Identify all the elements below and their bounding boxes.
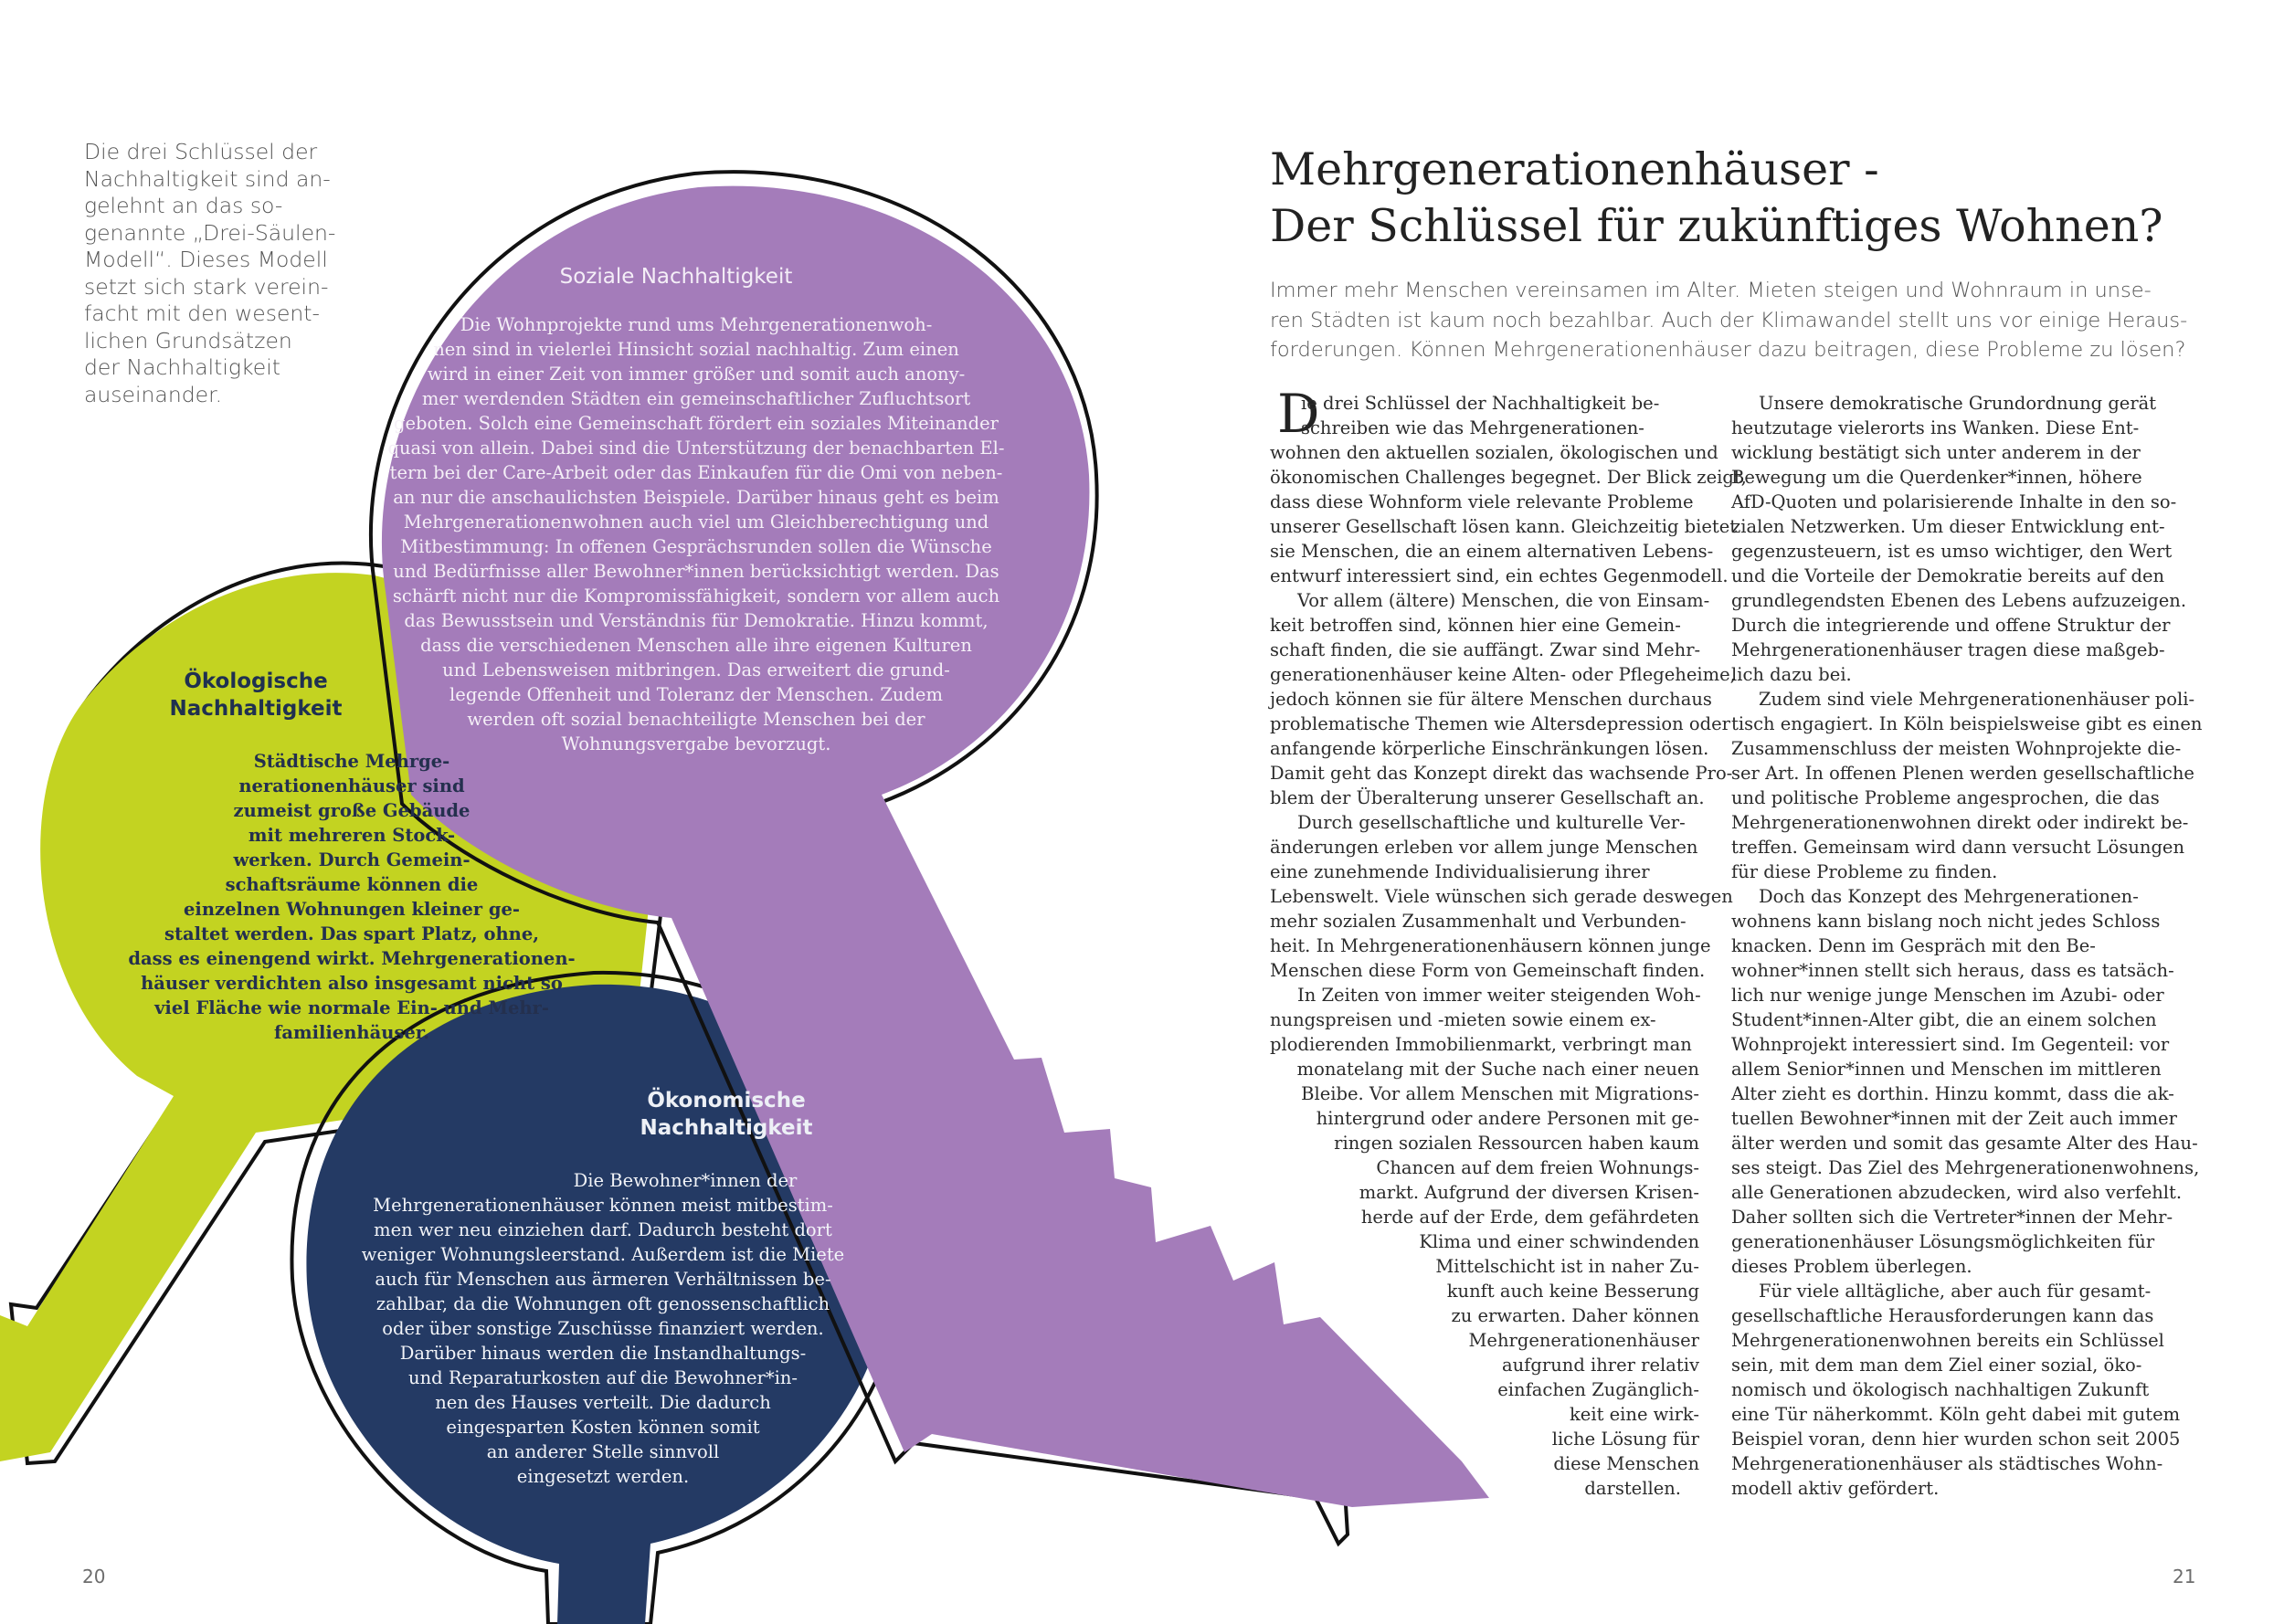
body-line: schreiben wie das Mehrgenerationen- bbox=[1301, 417, 1644, 438]
body-line: unserer Gesellschaft lösen kann. Gleichzeitig bietet bbox=[1270, 516, 1738, 537]
social-key-line: schärft nicht nur die Kompromissfähigkeit, sondern vor allem auch bbox=[392, 585, 1000, 606]
body-line: Durch gesellschaftliche und kulturelle Ver- bbox=[1297, 812, 1686, 833]
social-key-line: Mehrgenerationenwohnen auch viel um Gleichberechtigung und bbox=[403, 511, 989, 533]
social-key-title bbox=[457, 263, 895, 290]
ecology-key-title bbox=[110, 668, 402, 722]
economy-key-line: weniger Wohnungsleerstand. Außerdem ist die Miete bbox=[361, 1244, 845, 1265]
body-line: schaft finden, die sie auffängt. Zwar sind Mehr- bbox=[1270, 639, 1701, 660]
body-line: ökonomischen Challenges begegnet. Der Blick zeigt, bbox=[1270, 467, 1747, 488]
body-line: eine zunehmende Individualisierung ihrer bbox=[1270, 861, 1650, 882]
sidenote-line: Modell“. Dieses Modell bbox=[84, 247, 328, 272]
body-line: gegenzusteuern, ist es umso wichtiger, den Wert bbox=[1731, 541, 2173, 562]
body-line: sein, mit dem man dem Ziel einer sozial, öko- bbox=[1731, 1355, 2142, 1376]
social-key-line: und Bedürfnisse aller Bewohner*innen berücksichtigt werden. Das bbox=[393, 561, 999, 582]
ecology-key-line: dass es einengend wirkt. Mehrgenerationen- bbox=[128, 948, 576, 969]
body-line: lich dazu bei. bbox=[1731, 664, 1852, 685]
social-key-line: an nur die anschaulichsten Beispiele. Darüber hinaus geht es beim bbox=[393, 487, 999, 508]
body-line: zu erwarten. Daher können bbox=[1451, 1305, 1699, 1326]
body-line: tisch engagiert. In Köln beispielsweise gibt es einen bbox=[1731, 713, 2203, 734]
sidenote-line: Die drei Schlüssel der bbox=[84, 139, 318, 164]
body-line: wohnen den aktuellen sozialen, ökologischen und bbox=[1270, 442, 1718, 463]
headline-line: Der Schlüssel für zukünftiges Wohnen? bbox=[1270, 200, 2163, 252]
ecology-key-line: schaftsräume können die bbox=[225, 874, 479, 895]
sidenote-line: der Nachhaltigkeit bbox=[84, 354, 280, 380]
body-line: ses steigt. Das Ziel des Mehrgenerationenwohnens, bbox=[1731, 1157, 2200, 1178]
body-line: Klima und einer schwindenden bbox=[1419, 1231, 1699, 1252]
body-line: Doch das Konzept des Mehrgenerationen- bbox=[1759, 886, 2139, 907]
body-line: generationenhäuser keine Alten- oder Pflegeheime, bbox=[1270, 664, 1736, 685]
body-line: nungspreisen und -mieten sowie einem ex- bbox=[1270, 1009, 1656, 1030]
social-key-line: Wohnungsvergabe bevorzugt. bbox=[561, 733, 831, 754]
sidenote bbox=[84, 139, 358, 408]
ecology-key-line: mit mehreren Stock- bbox=[248, 825, 456, 846]
body-line: Mehrgenerationenhäuser tragen diese maßgeb- bbox=[1731, 639, 2165, 660]
social-key-line: werden oft sozial benachteiligte Menschen bei der bbox=[467, 709, 925, 730]
body-line: treffen. Gemeinsam wird dann versucht Lösungen bbox=[1731, 837, 2185, 858]
body-line: Mehrgenerationenwohnen bereits ein Schlüssel bbox=[1731, 1330, 2164, 1351]
economy-key-line: und Reparaturkosten auf die Bewohner*in- bbox=[408, 1367, 798, 1388]
body-line: Mehrgenerationenhäuser als städtisches Wohn- bbox=[1731, 1453, 2163, 1474]
economy-key-title bbox=[566, 1087, 886, 1142]
social-key-line: Mitbestimmung: In offenen Gesprächsrunden sollen die Wünsche bbox=[400, 536, 992, 557]
body-line: kunft auch keine Besserung bbox=[1446, 1281, 1699, 1302]
body-line: Bewegung um die Querdenker*innen, höhere bbox=[1731, 467, 2142, 488]
body-line: blem der Überalterung unserer Gesellschaft an. bbox=[1270, 787, 1705, 808]
body-line: jedoch können sie für ältere Menschen durchaus bbox=[1270, 689, 1712, 710]
body-line: tuellen Bewohner*innen mit der Zeit auch immer bbox=[1731, 1108, 2177, 1129]
body-line: monatelang mit der Suche nach einer neuen bbox=[1296, 1059, 1699, 1080]
body-line: ser Art. In offenen Plenen werden gesellschaftliche bbox=[1731, 763, 2194, 784]
body-line: Mehrgenerationenhäuser bbox=[1468, 1330, 1699, 1351]
ecology-key-line: zumeist große Gebäude bbox=[233, 800, 471, 821]
body-line: heutzutage vielerorts ins Wanken. Diese Ent- bbox=[1731, 417, 2140, 438]
article-lead bbox=[1270, 276, 2238, 365]
body-line: lich nur wenige junge Menschen im Azubi- oder bbox=[1731, 985, 2164, 1006]
body-line: grundlegendsten Ebenen des Lebens aufzuzeigen. bbox=[1731, 590, 2187, 611]
body-line: plodierenden Immobilienmarkt, verbringt man bbox=[1270, 1034, 1692, 1055]
sidenote-line: gelehnt an das so- bbox=[84, 193, 283, 218]
body-line: herde auf der Erde, dem gefährdeten bbox=[1360, 1207, 1699, 1228]
body-line: modell aktiv gefördert. bbox=[1731, 1478, 1940, 1499]
body-line: mehr sozialen Zusammenhalt und Verbunden- bbox=[1270, 911, 1687, 932]
page-number-right: 21 bbox=[2173, 1566, 2196, 1587]
ecology-key-line: werken. Durch Gemein- bbox=[233, 849, 471, 870]
economy-key-line: men wer neu einziehen darf. Dadurch besteht dort bbox=[374, 1219, 832, 1240]
body-line: keit betroffen sind, können hier eine Gemein- bbox=[1270, 615, 1681, 636]
article-column-left bbox=[1270, 391, 1747, 1501]
body-line: Daher sollten sich die Vertreter*innen der Mehr- bbox=[1731, 1207, 2173, 1228]
economy-key-line: oder über sonstige Zuschüsse finanziert werden. bbox=[382, 1318, 824, 1339]
lead-line: ren Städten ist kaum noch bezahlbar. Auch der Klimawandel stellt uns vor einige Heraus- bbox=[1270, 308, 2188, 332]
body-line: und die Vorteile der Demokratie bereits auf den bbox=[1731, 565, 2165, 586]
body-line: Unsere demokratische Grundordnung gerät bbox=[1759, 393, 2157, 414]
body-line: wohner*innen stellt sich heraus, dass es tatsäch- bbox=[1731, 960, 2174, 981]
ecology-key-line: staltet werden. Das spart Platz, ohne, bbox=[164, 923, 540, 944]
economy-key-title-line: Nachhaltigkeit bbox=[640, 1116, 813, 1140]
body-line: Student*innen-Alter gibt, die an einem solchen bbox=[1731, 1009, 2157, 1030]
body-line: Damit geht das Konzept direkt das wachsende Pro- bbox=[1270, 763, 1733, 784]
body-line: Vor allem (ältere) Menschen, die von Einsam- bbox=[1297, 590, 1710, 611]
social-key-line: quasi von allein. Dabei sind die Unterstützung der benachbarten El- bbox=[387, 438, 1005, 459]
body-line: diese Menschen bbox=[1553, 1453, 1699, 1474]
economy-key-line: zahlbar, da die Wohnungen oft genossenschaftlich bbox=[375, 1293, 830, 1314]
body-line: nomisch und ökologisch nachhaltigen Zukunft bbox=[1731, 1379, 2150, 1400]
sidenote-line: auseinander. bbox=[84, 381, 223, 407]
ecology-key-line: viel Fläche wie normale Ein- und Mehr- bbox=[154, 997, 549, 1018]
social-key-line: wird in einer Zeit von immer größer und somit auch anony- bbox=[427, 364, 966, 385]
economy-key-line: an anderer Stelle sinnvoll bbox=[486, 1441, 720, 1462]
sidenote-line: facht mit den wesent- bbox=[84, 301, 320, 326]
body-line: allem Senior*innen und Menschen im mittleren bbox=[1731, 1059, 2162, 1080]
article-column-right bbox=[1731, 391, 2203, 1501]
dropcap: D bbox=[1277, 383, 1320, 445]
body-line: ie drei Schlüssel der Nachhaltigkeit be- bbox=[1301, 393, 1660, 414]
social-key-line: tern bei der Care-Arbeit oder das Einkaufen für die Omi von neben- bbox=[389, 462, 1003, 483]
body-line: In Zeiten von immer weiter steigenden Woh- bbox=[1297, 985, 1701, 1006]
lead-line: Immer mehr Menschen vereinsamen im Alter. Mieten steigen und Wohnraum in unse- bbox=[1270, 279, 2152, 302]
sidenote-line: setzt sich stark verein- bbox=[84, 273, 329, 300]
social-key-line: und Lebensweisen mitbringen. Das erweitert die grund- bbox=[442, 659, 950, 680]
body-line: einfachen Zugänglich- bbox=[1497, 1379, 1699, 1400]
body-line: hintergrund oder andere Personen mit ge- bbox=[1316, 1108, 1699, 1129]
headline-line: Mehrgenerationenhäuser - bbox=[1270, 143, 1879, 195]
social-key-line: mer werdenden Städten ein gemeinschaftlicher Zufluchtsort bbox=[421, 388, 971, 409]
sidenote-line: genannte „Drei-Säulen- bbox=[84, 219, 336, 246]
body-line: wohnens kann bislang noch nicht jedes Schloss bbox=[1731, 911, 2161, 932]
body-line: problematische Themen wie Altersdepression oder bbox=[1270, 713, 1731, 734]
body-line: Zudem sind viele Mehrgenerationenhäuser poli- bbox=[1759, 689, 2195, 710]
ecology-key-title-line: Ökologische bbox=[184, 670, 328, 693]
body-line: Menschen diese Form von Gemeinschaft finden. bbox=[1270, 960, 1706, 981]
body-line: Durch die integrierende und offene Struktur der bbox=[1731, 615, 2171, 636]
economy-key-line: Die Bewohner*innen der bbox=[573, 1170, 798, 1191]
sidenote-line: lichen Grundsätzen bbox=[84, 327, 292, 353]
body-line: Zusammenschluss der meisten Wohnprojekte die- bbox=[1731, 738, 2182, 759]
body-line: Chancen auf dem freien Wohnungs- bbox=[1376, 1157, 1699, 1178]
body-line: dieses Problem überlegen. bbox=[1731, 1256, 1972, 1277]
body-line: Mittelschicht ist in naher Zu- bbox=[1435, 1256, 1699, 1277]
body-line: markt. Aufgrund der diversen Krisen- bbox=[1359, 1182, 1699, 1203]
body-line: ringen sozialen Ressourcen haben kaum bbox=[1334, 1133, 1699, 1154]
ecology-key-line: häuser verdichten also insgesamt nicht so bbox=[141, 973, 563, 994]
body-line: darstellen. bbox=[1584, 1478, 1681, 1499]
body-line: keit eine wirk- bbox=[1569, 1404, 1699, 1425]
body-line: anfangende körperliche Einschränkungen lösen. bbox=[1270, 738, 1709, 759]
body-line: knacken. Denn im Gespräch mit den Be- bbox=[1731, 935, 2096, 956]
lead-line: forderungen. Können Mehrgenerationenhäuser dazu beitragen, diese Probleme zu lösen? bbox=[1270, 338, 2186, 362]
body-line: generationenhäuser Lösungsmöglichkeiten für bbox=[1731, 1231, 2155, 1252]
body-line: zialen Netzwerken. Um dieser Entwicklung ent- bbox=[1731, 516, 2165, 537]
social-key-text bbox=[349, 312, 1043, 756]
social-key-line: geboten. Solch eine Gemeinschaft fördert ein soziales Miteinander bbox=[394, 413, 999, 434]
body-line: heit. In Mehrgenerationenhäusern können junge bbox=[1270, 935, 1711, 956]
economy-key-text bbox=[311, 1168, 895, 1489]
economy-key-line: auch für Menschen aus ärmeren Verhältnissen be- bbox=[375, 1269, 831, 1290]
ecology-key-line: einzelnen Wohnungen kleiner ge- bbox=[184, 899, 520, 920]
body-line: und politische Probleme angesprochen, die das bbox=[1731, 787, 2160, 808]
body-line: für diese Probleme zu finden. bbox=[1731, 861, 1998, 882]
economy-key-line: nen des Hauses verteilt. Die dadurch bbox=[435, 1392, 771, 1413]
body-line: Beispiel voran, denn hier wurden schon seit 2005 bbox=[1731, 1429, 2181, 1450]
social-key-title-text: Soziale Nachhaltigkeit bbox=[559, 265, 793, 289]
sidenote-line: Nachhaltigkeit sind an- bbox=[84, 165, 331, 192]
body-line: Mehrgenerationenwohnen direkt oder indirekt be- bbox=[1731, 812, 2189, 833]
economy-key-line: eingesparten Kosten können somit bbox=[446, 1417, 760, 1438]
page-number-left: 20 bbox=[82, 1566, 106, 1587]
economy-key-line: Mehrgenerationenhäuser können meist mitbestim- bbox=[373, 1195, 833, 1216]
social-key-line: dass die verschiedenen Menschen alle ihre eigenen Kulturen bbox=[420, 635, 972, 656]
body-line: eine Tür näherkommt. Köln geht dabei mit gutem bbox=[1731, 1404, 2181, 1425]
body-line: alle Generationen abzudecken, wird also verfehlt. bbox=[1731, 1182, 2183, 1203]
social-key-line: nen sind in vielerlei Hinsicht sozial nachhaltig. Zum einen bbox=[433, 339, 959, 360]
body-line: dass diese Wohnform viele relevante Probleme bbox=[1270, 491, 1694, 512]
body-line: älter werden und somit das gesamte Alter des Hau- bbox=[1731, 1133, 2198, 1154]
body-line: sie Menschen, die an einem alternativen Lebens- bbox=[1270, 541, 1714, 562]
ecology-key-title-line: Nachhaltigkeit bbox=[169, 697, 343, 721]
social-key-line: Die Wohnprojekte rund ums Mehrgenerationenwoh- bbox=[460, 314, 933, 335]
body-line: wicklung bestätigt sich unter anderem in der bbox=[1731, 442, 2141, 463]
ecology-key-line: familienhäuser. bbox=[273, 1022, 430, 1043]
body-line: änderungen erleben vor allem junge Menschen bbox=[1270, 837, 1698, 858]
body-line: liche Lösung für bbox=[1551, 1429, 1699, 1450]
economy-key-line: eingesetzt werden. bbox=[516, 1466, 690, 1487]
economy-key-line: Darüber hinaus werden die Instandhaltungs- bbox=[399, 1343, 807, 1364]
body-line: Wohnprojekt interessiert sind. Im Gegenteil: vor bbox=[1731, 1034, 2170, 1055]
body-line: aufgrund ihrer relativ bbox=[1502, 1355, 1699, 1376]
economy-key-title-line: Ökonomische bbox=[647, 1089, 806, 1113]
body-line: Alter zieht es dorthin. Hinzu kommt, dass die ak- bbox=[1731, 1083, 2174, 1104]
social-key-line: legende Offenheit und Toleranz der Menschen. Zudem bbox=[449, 684, 943, 705]
social-key-line: das Bewusstsein und Verständnis für Demokratie. Hinzu kommt, bbox=[404, 610, 989, 631]
ecology-key-line: nerationenhäuser sind bbox=[238, 775, 465, 796]
body-line: Bleibe. Vor allem Menschen mit Migrations- bbox=[1301, 1083, 1699, 1104]
body-line: Für viele alltägliche, aber auch für gesamt- bbox=[1759, 1281, 2152, 1302]
body-line: AfD-Quoten und polarisierende Inhalte in den so- bbox=[1731, 491, 2177, 512]
body-line: gesellschaftliche Herausforderungen kann das bbox=[1731, 1305, 2154, 1326]
body-line: entwurf interessiert sind, ein echtes Gegenmodell. bbox=[1270, 565, 1729, 586]
article-headline bbox=[1270, 142, 2229, 255]
body-line: Lebenswelt. Viele wünschen sich gerade deswegen bbox=[1270, 886, 1733, 907]
ecology-key-line: Städtische Mehrge- bbox=[253, 751, 450, 772]
ecology-key-text bbox=[110, 749, 594, 1045]
